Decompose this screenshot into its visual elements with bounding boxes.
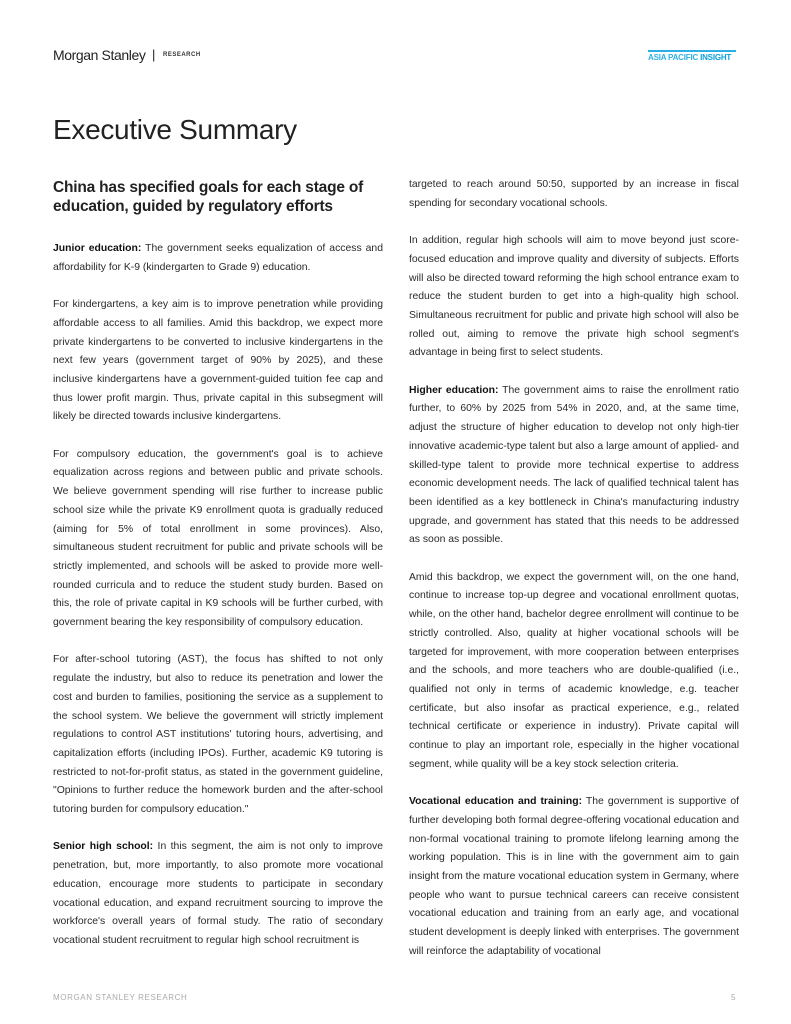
series-accent-bar <box>648 50 736 52</box>
paragraph-text: The government seeks equalization of access and affordability for K-9 (kindergarten to Grade 9) education. <box>53 243 383 273</box>
page-title: Executive Summary <box>53 114 297 145</box>
paragraph-senior-high-school <box>53 838 383 950</box>
paragraph-vocational-education <box>409 793 739 961</box>
paragraph-text: In this segment, the aim is not only to improve penetration, but, more importantly, to also promote more vocational education, encourage more students to participate in secondary vocational education, and expand recruitment sourcing to improve the workforce's overall years of formal study. The ratio of secondary vocational student recruitment to regular high school recruitment is <box>53 841 383 946</box>
paragraph-kindergartens: For kindergartens, a key aim is to improve penetration while providing affordable access to all families. Amid this backdrop, we expect more private kindergartens to be converted to inclusive kindergartens in the next few years (government target of 90% by 2025), and these inclusive kindergartens have a government-guided tuition fee cap and thus lower profit margin. Thus, private capital in this subsegment will likely be directed towards inclusive kindergartens. <box>53 299 383 423</box>
lead-senior-high-school: Senior high school: <box>53 841 154 853</box>
series-suffix: INSIGHT <box>700 53 732 62</box>
lead-junior-education: Junior education: <box>53 243 142 254</box>
left-column <box>53 178 383 969</box>
morgan-stanley-logo: Morgan Stanley <box>53 47 146 63</box>
paragraph-text: The government aims to raise the enrollment ratio further, to 60% by 2025 from 54% in 2020, and, at the same time, adjust the structure of higher education to develop not only high-tier innovative academic-type talent but also a large amount of applied- and skilled-type talent to provide more technical expertise to address economic development needs. The lack of qualified technical talent has been identified as a key bottleneck in China's manufacturing industry upgrade, and government has stated that this needs to be addressed as soon as possible. <box>409 384 739 546</box>
right-column <box>409 176 739 980</box>
paragraph-higher-education <box>409 382 739 550</box>
paragraph-compulsory-education: For compulsory education, the government's goal is to achieve equalization across regions and between public and private schools. We believe government spending will rise further to increase public school size while the private K9 enrollment quota is gradually reduced (aiming for 5% of total enrollment in some provinces). Also, simultaneous student recruitment for public and private schools will be strictly implemented, and schools will be asked to provide more well-rounded curricula and to reduce the student study burden. Based on this, the role of private capital in K9 schools will be further curbed, with government bearing the key responsibility of compulsory education. <box>53 448 383 629</box>
paragraph-continuation: targeted to reach around 50:50, supported by an increase in fiscal spending for secondary vocational schools. <box>409 179 739 209</box>
series-prefix: ASIA PACIFIC <box>648 53 699 62</box>
section-subheading: China has specified goals for each stage of education, guided by regulatory efforts <box>53 179 364 215</box>
lead-vocational-education: Vocational education and training: <box>409 796 583 808</box>
paragraph-after-school-tutoring: For after-school tutoring (AST), the focus has shifted to not only regulate the industry, but also to reduce its penetration and lower the cost and burden to families, positioning the service as a supplement to the school system. We believe the government will strictly implement regulations to control AST institutions' tutoring hours, advertising, and capitalization efforts (including IPOs). Further, academic K9 tutoring is restricted to not-for-profit status, as stated in the government guideline, "Opinions to further reduce the homework burden and the after-school tutoring burden for compulsory education." <box>53 654 383 816</box>
paragraph-higher-education-outlook: Amid this backdrop, we expect the government will, on the one hand, continue to increase top-up degree and vocational enrollment quotas, while, on the other hand, bachelor degree enrollment will continue to be strictly controlled. Also, quality at higher vocational schools will be targeted for improvement, with more cooperation between enterprises and the schools, and more teachers who are double-qualified (i.e., qualified not only in terms of academic knowledge, e.g. teacher certificate, but also insofar as practical experience, e.g., related technical certificate or experience in industry). Private capital will continue to play an important role, especially in the higher vocational segment, while quality will be a key stock selection criteria. <box>409 571 739 770</box>
series-label <box>648 53 731 62</box>
paragraph-junior-education <box>53 240 383 277</box>
paragraph-regular-high-schools: In addition, regular high schools will aim to move beyond just score-focused education and improve quality and diversity of subjects. Efforts will also be directed toward reforming the high school entrance exam to reduce the student burden to get into a high-quality high school. Simultaneous recruitment for public and private high school will also be rolled out, aiming to remove the private high school segment's advantage in being first to select students. <box>409 235 739 359</box>
research-label: RESEARCH <box>163 52 201 58</box>
page-number: 5 <box>731 993 736 1002</box>
paragraph-text: The government is supportive of further developing both formal degree-offering vocational education and non-formal vocational training to promote lifelong learning among the working population. This is in line with the government aim to gain insight from the mature vocational education system in Germany, where people who want to pursue technical careers can receive consistent vocational education and training from an early age, and vocational student development is deeply linked with enterprises. The government will reinforce the adaptability of vocational <box>409 796 739 957</box>
header-separator: | <box>152 47 156 62</box>
footer-source: MORGAN STANLEY RESEARCH <box>53 993 188 1002</box>
lead-higher-education: Higher education: <box>409 384 499 396</box>
